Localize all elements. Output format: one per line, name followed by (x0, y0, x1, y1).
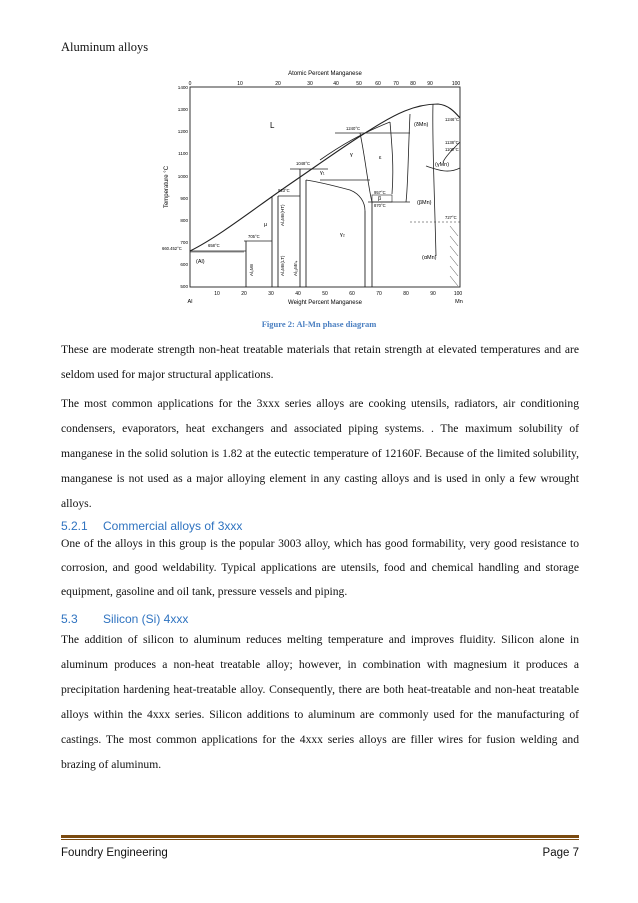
left-tick: 500 (180, 284, 188, 289)
top-tick: 0 (188, 81, 192, 87)
page-number: Page 7 (542, 847, 579, 859)
label-al4mn-lt: Al₄Mn(LT) (280, 255, 285, 276)
footer-rule-thin (61, 839, 579, 840)
heading-5-3 (61, 612, 188, 626)
box-870 (372, 195, 392, 202)
top-tick: 10 (237, 81, 243, 87)
bottom-tick: 100 (453, 291, 463, 297)
bottom-axis-ticks (214, 291, 462, 297)
bottom-tick: 90 (430, 291, 436, 297)
left-tick: 700 (180, 240, 188, 245)
bottom-tick: 50 (322, 291, 328, 297)
left-tick: 1000 (177, 174, 188, 179)
bottom-tick: 30 (268, 291, 274, 297)
annot-870: 870°C (374, 203, 386, 208)
bottom-tick: 80 (403, 291, 409, 297)
footer-rule (61, 835, 579, 838)
annot-1100: 1100°C (445, 147, 459, 152)
top-tick: 80 (410, 81, 416, 87)
annot-1048: 1048°C (296, 161, 311, 166)
region-mu: μ (264, 222, 268, 228)
region-gamma2: γ₂ (340, 232, 345, 238)
alpha-mn-hatch (450, 226, 458, 286)
annot-1246: 1246°C (445, 117, 460, 122)
heading-title: Silicon (Si) 4xxx (103, 612, 189, 626)
annot-923: 923°C (278, 188, 290, 193)
annot-1138: 1138°C (445, 140, 459, 145)
left-tick: 1300 (177, 107, 188, 112)
annot-705: 705°C (248, 234, 260, 239)
region-gamma1: γ₁ (320, 170, 325, 176)
top-tick: 20 (275, 81, 281, 87)
region-beta: β (378, 196, 382, 202)
page-header: Aluminum alloys (61, 40, 149, 54)
left-axis-ticks (178, 85, 189, 289)
region-epsilon: ε (379, 155, 382, 161)
annot-1240: 1240°C (346, 126, 361, 131)
top-tick: 50 (356, 81, 362, 87)
label-al11mn4: Al₁₁Mn₄ (293, 260, 298, 276)
top-tick: 100 (451, 81, 461, 87)
region-gamma-mn: (γMn) (435, 162, 450, 168)
top-tick: 90 (427, 81, 433, 87)
heading-number: 5.2.1 (61, 519, 88, 533)
bottom-right-end: Mn (455, 299, 463, 305)
paragraph-3003: One of the alloys in this group is the popular 3003 alloy, which has good formability, very good resistance to corrosion, and good weldability. Typical applications are utensils, food and chemical handling and storage equipment, gasoline and oil tank, pressure vessels and piping. (61, 537, 579, 598)
top-tick: 30 (307, 81, 313, 87)
al-mn-phase-diagram (160, 71, 480, 308)
delta-mn-solvus (443, 142, 460, 162)
left-tick: 1400 (177, 85, 188, 90)
top-tick: 40 (333, 81, 339, 87)
label-al6mn: Al₆Mn (249, 263, 254, 276)
heading-number: 5.3 (61, 612, 78, 626)
annot-727: 727°C (445, 215, 457, 220)
top-tick: 60 (375, 81, 381, 87)
plot-frame (190, 87, 460, 287)
heading-5-2-1 (61, 519, 242, 533)
paragraph-intro: These are moderate strength non-heat treatable materials that retain strength at elevated temperatures and are seldom used for major structural applications. (61, 343, 579, 381)
left-tick: 800 (180, 218, 188, 223)
gamma-epsilon-boundary (360, 133, 372, 202)
figure-caption: Figure 2: Al-Mn phase diagram (261, 319, 377, 329)
left-tick: 1200 (177, 129, 188, 134)
bottom-tick: 40 (295, 291, 301, 297)
region-gamma: γ (350, 152, 353, 158)
heading-title: Commercial alloys of 3xxx (103, 519, 243, 533)
left-axis-label: Temperature °C (164, 165, 170, 209)
delta-mn-boundary (433, 104, 436, 256)
top-axis-ticks (189, 81, 461, 87)
bottom-left-end: Al (187, 299, 193, 305)
top-tick: 70 (393, 81, 399, 87)
annot-658: 658°C (208, 243, 220, 248)
paragraph-applications: The most common applications for the 3xxx series alloys are cooking utensils, radiators, air conditioning condensers, evaporators, heat exchangers and associated piping systems. . The maximum solubility of manganese in the solid solution is 1.82 at the eutectic temperature of 12160F. Because of the limited solubility, manganese is not used as a major alloying element in any casting alloys and is used in only a few wrought alloys. (61, 397, 579, 510)
annot-660: 660.452°C (162, 246, 182, 251)
gamma1-boundary (306, 180, 365, 211)
region-al: (Al) (196, 259, 205, 265)
annot-957: 957°C (374, 190, 386, 195)
beta-mn-boundary (406, 114, 410, 202)
left-tick: 1100 (178, 151, 188, 156)
bottom-tick: 10 (214, 291, 220, 297)
bottom-tick: 20 (241, 291, 247, 297)
top-axis-label: Atomic Percent Manganese (288, 71, 362, 77)
label-al4mn-ht: Al₄Mn(HT) (280, 204, 285, 226)
left-tick: 600 (180, 262, 188, 267)
left-tick: 900 (180, 196, 188, 201)
footer-title: Foundry Engineering (61, 847, 168, 859)
region-beta-mn: (βMn) (417, 200, 432, 206)
bottom-tick: 60 (349, 291, 355, 297)
bottom-axis-label: Weight Percent Manganese (288, 300, 362, 306)
bottom-tick: 70 (376, 291, 382, 297)
region-alpha-mn: (αMn) (422, 255, 437, 261)
region-delta-mn: (δMn) (414, 122, 429, 128)
paragraph-silicon: The addition of silicon to aluminum reduces melting temperature and improves fluidity. Silicon alone in aluminum produces a non-heat treatable alloy; however, in combination with magnesium it produces a precipitation hardening heat-treatable alloy. Consequently, there are both heat-treatable and non-heat treatable alloys within the 4xxx series. Silicon additions to aluminum are commonly used for the manufacturing of castings. The most common applications for the 4xxx series alloys are filler wires for fusion welding and brazing of aluminum. (61, 633, 579, 771)
region-liquid: L (270, 121, 275, 130)
